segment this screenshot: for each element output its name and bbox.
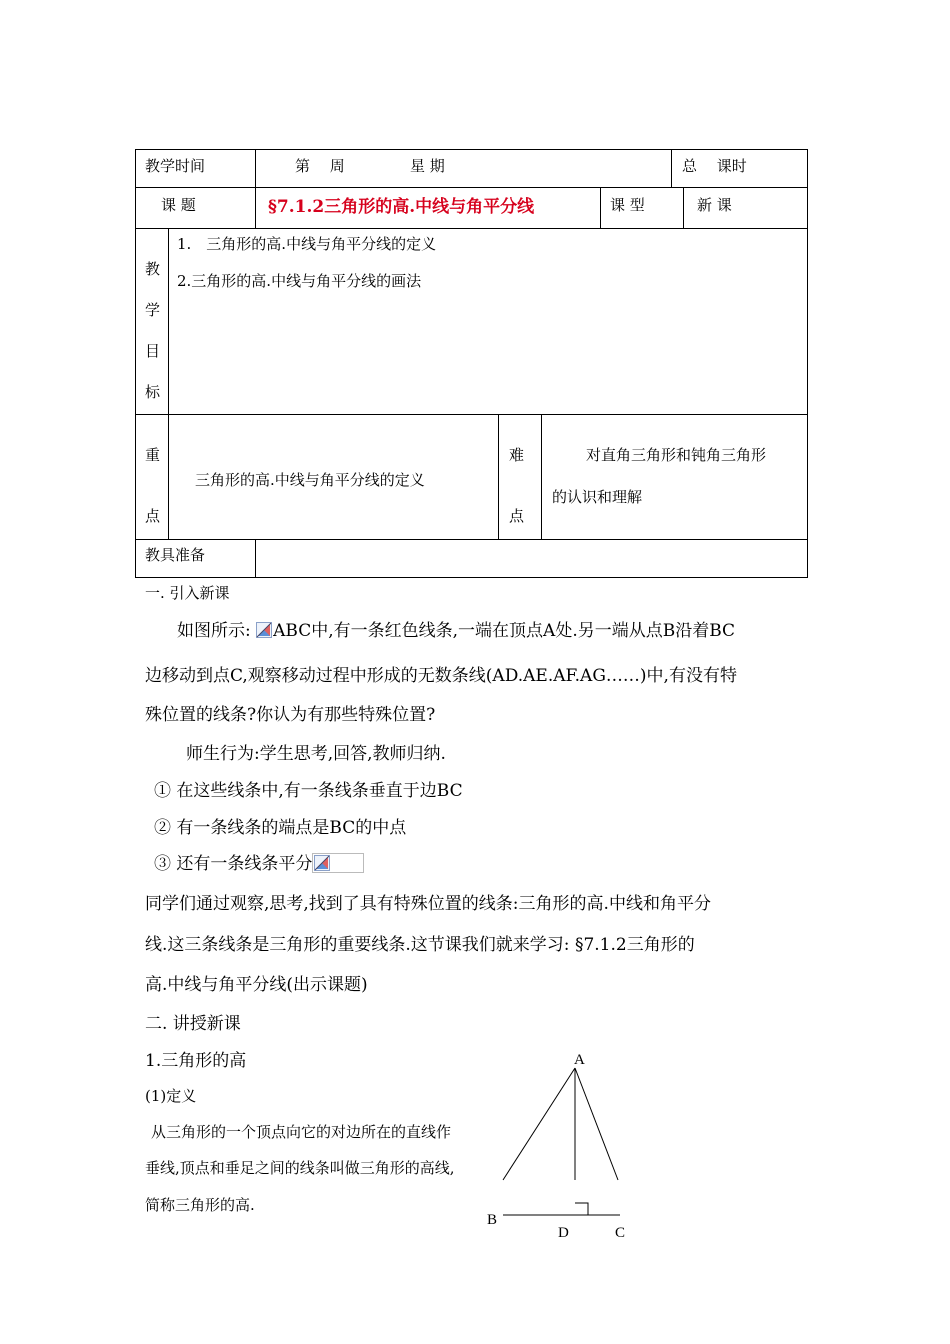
- goals-label-char: 教: [145, 260, 161, 278]
- definition-heading: (1)定义: [145, 1087, 197, 1105]
- table-rule: [135, 187, 808, 188]
- definition-line: 从三角形的一个顶点向它的对边所在的直线作: [151, 1123, 452, 1141]
- list-item: ② 有一条线条的端点是BC的中点: [154, 818, 407, 838]
- paragraph-line: 同学们通过观察,思考,找到了具有特殊位置的线条:三角形的高.中线和角平分: [145, 894, 711, 914]
- side-ab: [503, 1068, 575, 1180]
- table-rule: [498, 414, 499, 539]
- table-rule: [541, 414, 542, 539]
- goal-item: 1. 三角形的高.中线与角平分线的定义: [177, 235, 437, 253]
- goal-item: 2.三角形的高.中线与角平分线的画法: [177, 272, 422, 290]
- list-item: ① 在这些线条中,有一条线条垂直于边BC: [154, 781, 463, 801]
- table-rule: [135, 539, 808, 540]
- table-rule: [683, 187, 684, 228]
- difficulty-text-line: 的认识和理解: [552, 488, 643, 506]
- key-points-text: 三角形的高.中线与角平分线的定义: [195, 471, 425, 489]
- topic-label: 课 题: [161, 196, 196, 214]
- definition-line: 垂线,顶点和垂足之间的线条叫做三角形的高线,: [145, 1159, 455, 1177]
- teaching-time-label: 教学时间: [145, 157, 206, 175]
- vertex-label-a: A: [574, 1052, 585, 1068]
- table-border-bottom: [135, 577, 808, 578]
- side-ac: [575, 1068, 618, 1180]
- definition-line: 简称三角形的高.: [145, 1196, 255, 1214]
- goals-label-char: 目: [145, 342, 161, 360]
- subsection-heading: 1.三角形的高: [145, 1051, 247, 1071]
- section1-heading: 一. 引入新课: [145, 584, 230, 602]
- difficulty-text-line: 对直角三角形和钝角三角形: [586, 446, 767, 464]
- table-rule: [600, 187, 601, 228]
- key-points-label-char: 重: [145, 446, 161, 464]
- week-text: 第 周: [295, 157, 345, 175]
- table-rule: [671, 149, 672, 188]
- foot-label-d: D: [558, 1225, 569, 1241]
- triangle-symbol-icon: [256, 622, 272, 638]
- list-item-text: ③ 还有一条线条平分: [154, 854, 313, 874]
- list-item: [154, 849, 364, 874]
- paragraph-line: 师生行为:学生思考,回答,教师归纳.: [186, 744, 446, 764]
- triangle-altitude-figure: [470, 1040, 650, 1250]
- paragraph-text: ABC中,有一条红色线条,一端在顶点A处.另一端从点B沿着BC: [273, 621, 736, 641]
- vertex-label-b: B: [487, 1212, 498, 1228]
- lesson-type-label: 课 型: [610, 196, 645, 214]
- paragraph-line: 边移动到点C,观察移动过程中形成的无数条线(AD.AE.AF.AG……)中,有没有特: [145, 666, 737, 686]
- table-rule: [135, 414, 808, 415]
- right-angle-mark: [575, 1203, 588, 1215]
- table-rule: [255, 539, 256, 578]
- table-rule: [255, 149, 256, 228]
- section2-heading: 二. 讲授新课: [145, 1014, 241, 1034]
- difficulty-label-char: 点: [509, 507, 525, 525]
- weekday-text: 星 期: [410, 157, 445, 175]
- goals-label-char: 学: [145, 301, 161, 319]
- paragraph-line: 高.中线与角平分线(出示课题): [145, 975, 368, 995]
- goals-label-char: 标: [145, 383, 161, 401]
- table-rule: [168, 228, 169, 539]
- key-points-label-char: 点: [145, 507, 161, 525]
- table-border-top: [135, 149, 808, 150]
- table-border-left: [135, 149, 136, 578]
- paragraph-prefix: 如图所示:: [177, 621, 251, 641]
- paragraph-line: 殊位置的线条?你认为有那些特殊位置?: [145, 705, 436, 725]
- lesson-type-value: 新 课: [697, 196, 732, 214]
- table-border-right: [807, 149, 808, 578]
- vertex-label-c: C: [615, 1225, 626, 1241]
- angle-symbol-box: [312, 853, 364, 873]
- total-lessons-label: 总 课时: [682, 157, 747, 175]
- paragraph-line: 线.这三条线条是三角形的重要线条.这节课我们就来学习: §7.1.2三角形的: [145, 935, 695, 955]
- paragraph-line: [177, 616, 735, 641]
- table-rule: [135, 228, 808, 229]
- teaching-tools-label: 教具准备: [145, 546, 206, 564]
- difficulty-label-char: 难: [509, 446, 525, 464]
- topic-title: §7.1.2三角形的高.中线与角平分线: [268, 197, 535, 217]
